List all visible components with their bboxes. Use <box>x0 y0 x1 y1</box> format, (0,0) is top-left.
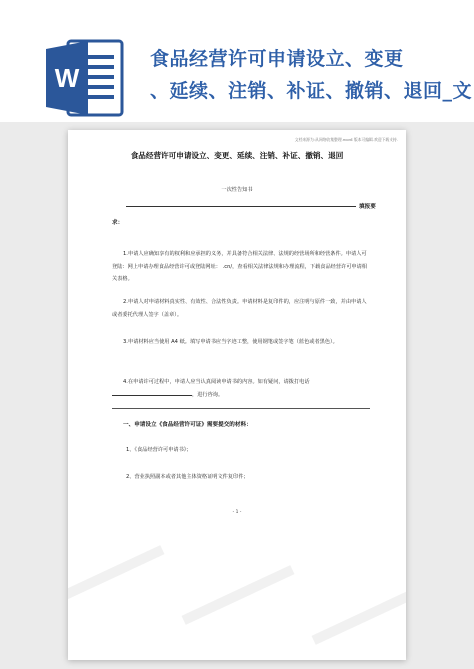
header-note: 文档来源为:从网络收集整理.word 版本可编辑.欢迎下载支持. <box>294 137 398 142</box>
paragraph-4-text: 4.在申请许可过程中，申请人应当认真阅读申请书的内容。如有疑问，请拨打电话 <box>123 379 310 385</box>
paragraph-2: 2.申请人对申请材料真实性、有效性、合法性负责。申请材料是复印件的，应注明与原件一致，并由申请人或者委托代理人签字（盖章）。 <box>112 299 367 318</box>
banner-title-line2: 、延续、注销、补证、撤销、退回_文 <box>150 80 473 102</box>
phone-blank-line <box>112 389 192 396</box>
addressee-suffix: 填报要 <box>359 204 376 210</box>
word-document-icon <box>42 35 128 121</box>
list-item: 1、《食品经营许可申请书》； <box>126 447 192 453</box>
paragraph-4-suffix: ，进行咨询。 <box>192 391 224 398</box>
word-logo-letter: W <box>54 63 80 93</box>
banner <box>0 0 474 122</box>
section-divider <box>112 408 370 409</box>
paragraph-3: 3.申请材料应当使用 A4 纸。填写申请书应当字迹工整，使用钢笔或签字笔（蓝色或者黑色）。 <box>123 339 338 345</box>
banner-title-line1: 食品经营许可申请设立、变更 <box>150 48 404 70</box>
paragraph-1: 1.申请人应确知享有的权利和应承担的义务，并具备符合相关法律、法规的经营场所和经营条件。申请人可登陆：网上申请办理食品经营许可或登陆网址： .cn/，查看相关法律法规和办理流程，下载食品经营许可申请相关表格。 <box>112 251 367 282</box>
addressee-blank-line <box>126 206 356 207</box>
document-title: 食品经营许可申请设立、变更、延续、注销、补证、撤销、退回 <box>130 151 344 160</box>
document-page <box>68 130 406 660</box>
list-item: 2、营业执照副本或者其他主体资格证明文件复印件； <box>126 474 249 480</box>
page-number: - 1 - <box>232 510 242 515</box>
paragraph-4 <box>112 376 368 401</box>
section-heading: 一、申请设立《食品经营许可证》需要提交的材料： <box>123 422 252 428</box>
addressee-colon: 求： <box>112 220 124 226</box>
document-subtitle: 一次性告知书 <box>221 187 253 193</box>
